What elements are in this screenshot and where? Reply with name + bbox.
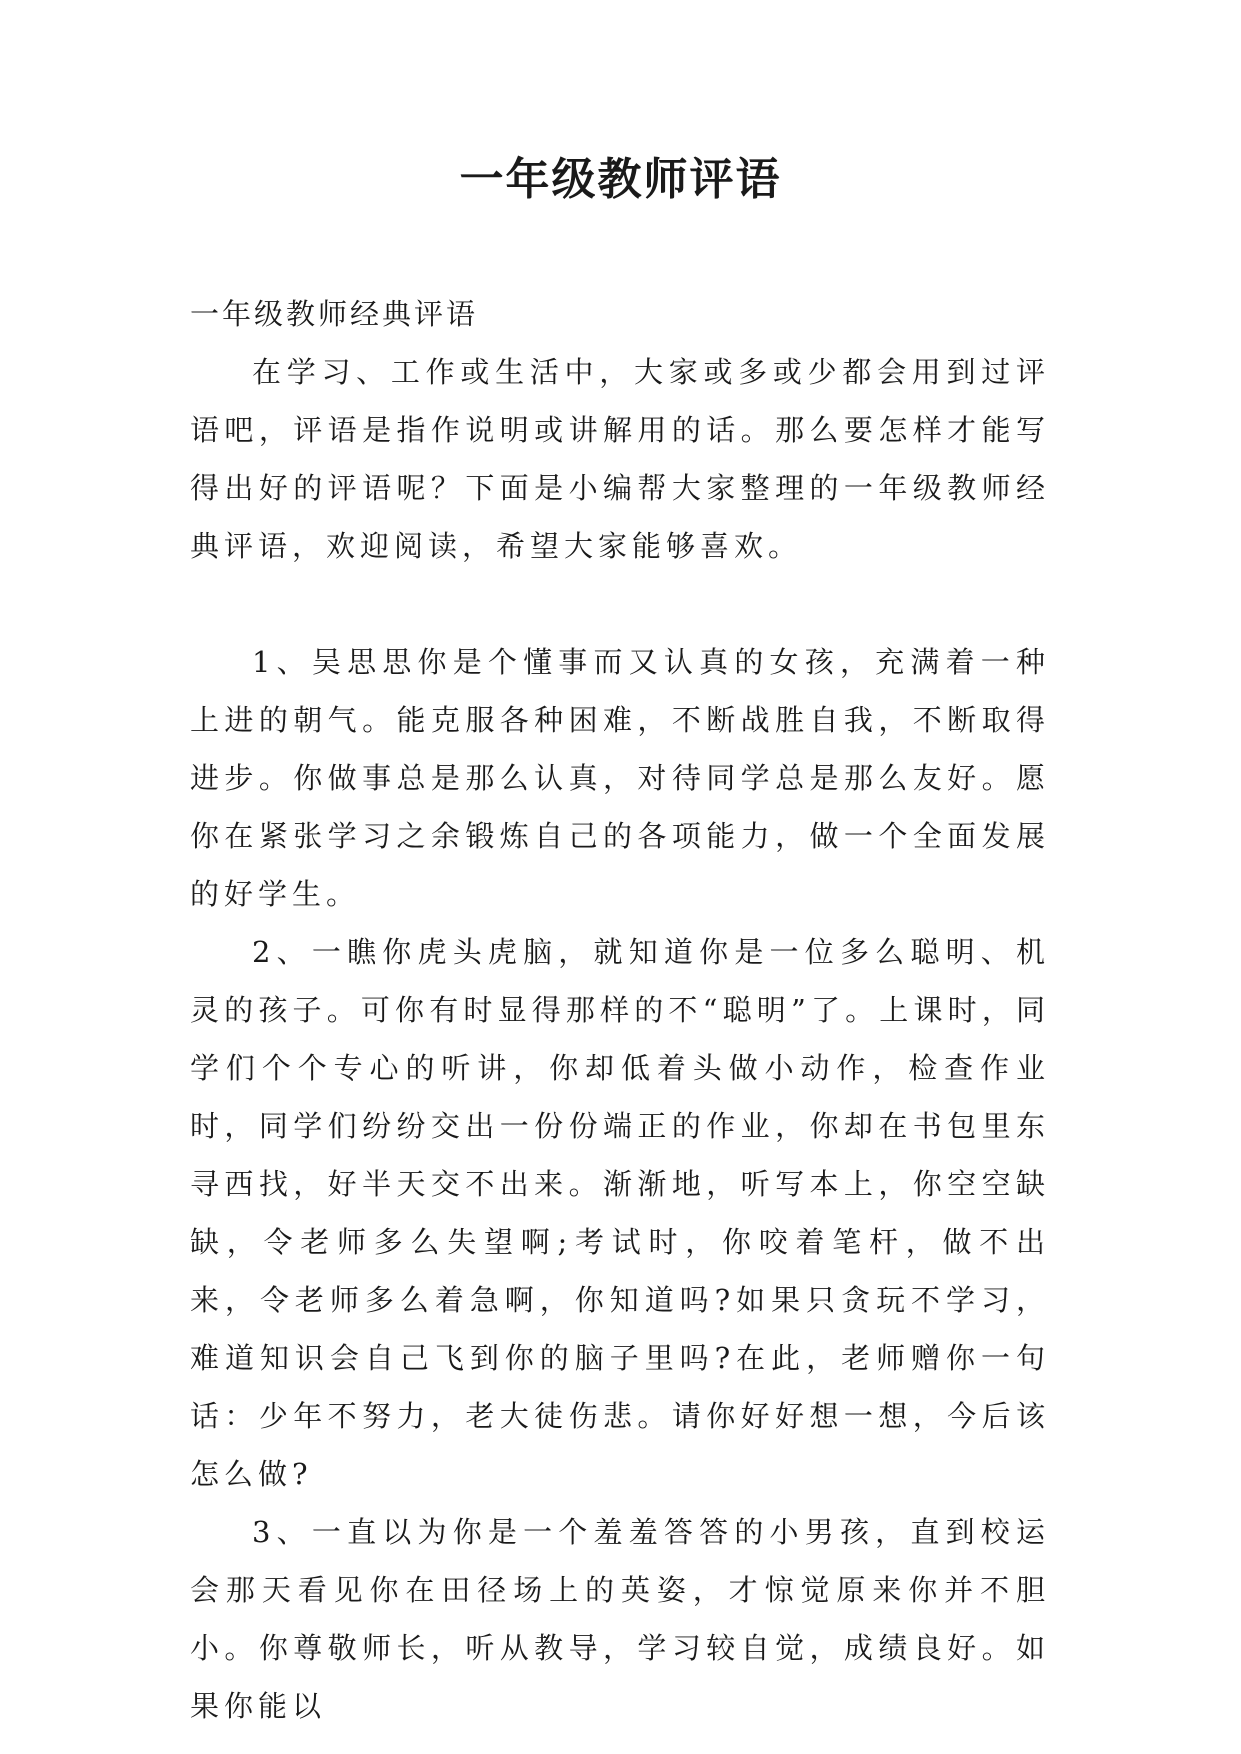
document-title: 一年级教师评语: [459, 154, 782, 205]
comment-paragraph-2: 2、一瞧你虎头虎脑，就知道你是一位多么聪明、机灵的孩子。可你有时显得那样的不“聪明”了。上课时，同学们个个专心的听讲，你却低着头做小动作，检查作业时，同学们纷纷交出一份份端正的作业，你却在书包里东寻西找，好半天交不出来。渐渐地，听写本上，你空空缺缺，令老师多么失望啊;考试时，你咬着笔杆，做不出来，令老师多么着急啊，你知道吗?如果只贪玩不学习，难道知识会自己飞到你的脑子里吗?在此，老师赠你一句话：少年不努力，老大徒伤悲。请你好好想一想，今后该怎么做?: [190, 935, 1050, 1491]
comment-paragraph-3: 3、一直以为你是一个羞羞答答的小男孩，直到校运会那天看见你在田径场上的英姿，才惊觉原来你并不胆小。你尊敬师长，听从教导，学习较自觉，成绩良好。如果你能以: [190, 1515, 1050, 1723]
document-subtitle: 一年级教师经典评语: [190, 297, 479, 331]
document-body: [190, 285, 1050, 1735]
comment-paragraph-1: 1、吴思思你是个懂事而又认真的女孩，充满着一种上进的朝气。能克服各种困难，不断战胜自我，不断取得进步。你做事总是那么认真，对待同学总是那么友好。愿你在紧张学习之余锻炼自己的各项能力，做一个全面发展的好学生。: [190, 645, 1050, 911]
paragraph-spacer: [190, 575, 1050, 633]
intro-paragraph: 在学习、工作或生活中，大家或多或少都会用到过评语吧，评语是指作说明或讲解用的话。那么要怎样才能写得出好的评语呢？下面是小编帮大家整理的一年级教师经典评语，欢迎阅读，希望大家能够喜欢。: [190, 355, 1050, 563]
